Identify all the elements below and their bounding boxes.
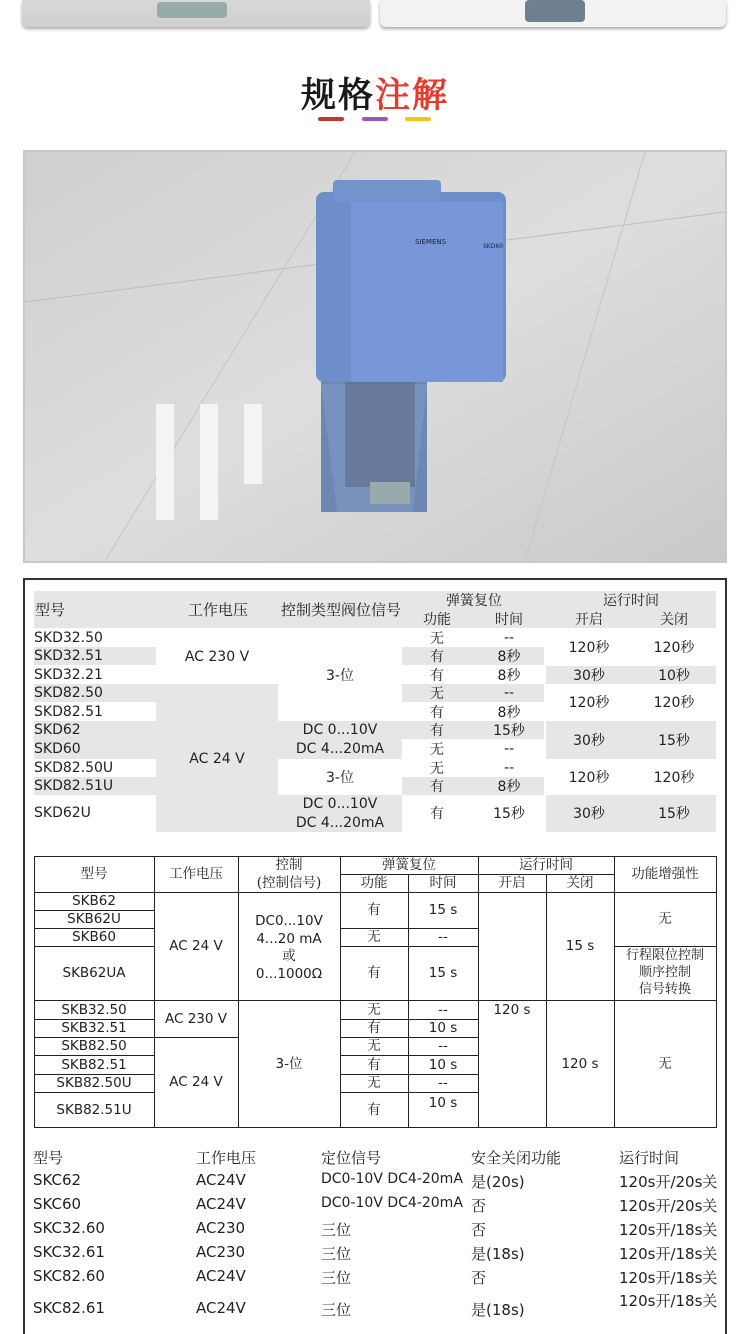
heading-part2: 注解 (375, 76, 450, 116)
t3-voltage: AC230 (196, 1219, 246, 1237)
t1-h-func: 功能 (423, 612, 451, 628)
t2-voltage: AC 24 V (169, 938, 223, 954)
t2-h-close: 关闭 (566, 875, 594, 891)
t1-time: 8秒 (497, 705, 521, 721)
t2-enhance-line: 信号转换 (638, 982, 691, 997)
t3-runtime: 120s开/18s关 (619, 1292, 718, 1310)
t1-control: 3-位 (326, 668, 354, 684)
t2-func: 有 (367, 965, 381, 981)
top-photo-right (380, 0, 726, 27)
t3-safety: 是(20s) (471, 1173, 525, 1191)
t2-model: SKB62U (67, 911, 121, 927)
t2-h-runtime: 运行时间 (519, 857, 573, 873)
t1-time: 8秒 (497, 779, 521, 795)
t1-close: 120秒 (653, 695, 695, 711)
t1-control: DC 0...10V (302, 722, 378, 738)
t2-time: -- (438, 1075, 448, 1091)
t1-open: 120秒 (568, 695, 610, 711)
t2-h-control: 控制 (275, 857, 303, 873)
t2-model: SKB32.51 (61, 1020, 127, 1036)
t2-control-line: DC0...10V (255, 913, 323, 929)
t1-func: 有 (430, 779, 444, 795)
t1-h-model: 型号 (35, 600, 66, 619)
t2-control-line: 或 (282, 948, 296, 964)
t2-func: 无 (367, 929, 381, 945)
t3-h-model: 型号 (33, 1149, 64, 1167)
t1-h-spring: 弹簧复位 (446, 593, 502, 609)
t1-func: 有 (430, 705, 444, 721)
t3-voltage: AC230 (196, 1243, 246, 1261)
t2-h-voltage: 工作电压 (169, 866, 223, 882)
t1-close: 120秒 (653, 770, 695, 786)
t1-open: 30秒 (573, 668, 605, 684)
t1-voltage: AC 24 V (189, 751, 245, 767)
t2-close: 120 s (561, 1055, 599, 1072)
t3-runtime: 120s开/20s关 (619, 1197, 718, 1215)
t3-model: SKC60 (33, 1195, 82, 1213)
t1-time: -- (503, 685, 515, 701)
t2-model: SKB82.50 (61, 1038, 127, 1054)
t2-close: 15 s (565, 938, 595, 954)
t2-open: 120 s (493, 1001, 531, 1018)
t3-runtime: 120s开/20s关 (619, 1173, 718, 1191)
t3-voltage: AC24V (196, 1299, 246, 1317)
t2-voltage: AC 230 V (164, 1010, 227, 1027)
t2-model: SKB32.50 (61, 1001, 127, 1018)
t2-h-control-sub: (控制信号) (256, 875, 322, 891)
t2-time: 10 s (428, 1095, 458, 1111)
t3-h-signal: 定位信号 (321, 1149, 382, 1167)
t2-enhance-line: 行程限位控制 (625, 948, 704, 963)
t2-time: 15 s (428, 902, 458, 918)
t1-model: SKD82.51 (34, 704, 103, 720)
t2-h-spring: 弹簧复位 (382, 857, 436, 873)
t2-func: 有 (367, 1056, 381, 1073)
section-heading (0, 68, 750, 118)
t1-model: SKD32.50 (34, 630, 103, 646)
heading-dash-yellow (405, 117, 431, 121)
t1-open: 120秒 (568, 770, 610, 786)
t3-h-runtime: 运行时间 (619, 1149, 680, 1167)
t2-h-model: 型号 (80, 866, 108, 882)
t1-close: 120秒 (653, 640, 695, 656)
heading-dash-purple (362, 117, 388, 121)
t3-signal: DC0-10V DC4-20mA (321, 1195, 463, 1211)
t2-model: SKB82.51 (61, 1056, 127, 1073)
t1-time: -- (503, 630, 515, 646)
t1-control: 3-位 (326, 770, 354, 786)
t2-voltage: AC 24 V (169, 1074, 223, 1090)
t3-model: SKC32.61 (33, 1243, 105, 1261)
t2-model: SKB62 (72, 893, 116, 909)
t1-h-time: 时间 (495, 612, 523, 628)
t1-func: 有 (430, 806, 444, 822)
t3-h-safety: 安全关闭功能 (471, 1149, 562, 1167)
t1-func: 有 (430, 668, 444, 684)
t2-enhance: 无 (658, 1055, 672, 1072)
t2-model: SKB82.50U (56, 1075, 132, 1091)
t1-h-open: 开启 (575, 612, 603, 628)
t1-model: SKD82.50U (34, 760, 114, 776)
t3-model: SKC62 (33, 1171, 82, 1189)
t3-runtime: 120s开/18s关 (619, 1269, 718, 1287)
t1-time: 15秒 (493, 723, 525, 739)
t1-model: SKD82.50 (34, 685, 103, 701)
photo-model-text: SKD60 (483, 243, 503, 250)
t1-model: SKD32.21 (34, 667, 103, 683)
t3-safety: 否 (471, 1221, 487, 1239)
t2-func: 有 (367, 1020, 381, 1036)
t3-model: SKC32.60 (33, 1219, 105, 1237)
t1-close: 15秒 (658, 806, 690, 822)
t3-safety: 是(18s) (471, 1301, 525, 1319)
t3-signal: 三位 (321, 1221, 352, 1239)
t1-h-close: 关闭 (660, 612, 688, 628)
t1-func: 无 (430, 761, 444, 777)
t1-open: 30秒 (573, 806, 605, 822)
t3-model: SKC82.60 (33, 1267, 105, 1285)
t2-control-b: 3-位 (275, 1055, 303, 1072)
t2-time: 10 s (428, 1056, 458, 1073)
heading-dash-red (318, 117, 344, 121)
t2-h-enhance: 功能增强性 (631, 866, 699, 882)
t1-model: SKD62 (34, 722, 81, 738)
t3-voltage: AC24V (196, 1171, 246, 1189)
product-photo (23, 150, 727, 563)
t2-time: -- (438, 1038, 448, 1054)
t1-time: -- (503, 760, 515, 776)
t3-signal: 三位 (321, 1245, 352, 1263)
t2-time: 10 s (428, 1020, 458, 1036)
t2-h-func: 功能 (360, 875, 388, 891)
t1-model: SKD32.51 (34, 648, 103, 664)
t1-h-voltage: 工作电压 (188, 600, 249, 619)
t1-func: 无 (430, 686, 444, 702)
t2-func: 无 (367, 1038, 381, 1054)
t1-time: 8秒 (497, 668, 521, 684)
top-photo-left (22, 0, 370, 27)
t2-time: -- (438, 1001, 448, 1018)
t3-runtime: 120s开/18s关 (619, 1245, 718, 1263)
t2-model: SKB60 (72, 929, 116, 945)
t1-open: 30秒 (573, 733, 605, 749)
t1-close: 15秒 (658, 733, 690, 749)
t1-h-control: 控制类型阀位信号 (280, 600, 401, 619)
t2-time: -- (438, 929, 448, 945)
t1-control: DC 4...20mA (295, 741, 385, 757)
t1-control: DC 4...20mA (295, 815, 385, 831)
t1-open: 120秒 (568, 640, 610, 656)
t1-voltage: AC 230 V (184, 649, 250, 665)
t2-control-line: 0...1000Ω (255, 966, 323, 982)
t1-func: 无 (430, 631, 444, 647)
t1-model: SKD82.51U (34, 778, 114, 794)
t2-h-open: 开启 (498, 875, 526, 891)
t1-time: 8秒 (497, 649, 521, 665)
t1-time: -- (503, 741, 515, 757)
t3-safety: 否 (471, 1197, 487, 1215)
t3-model: SKC82.61 (33, 1299, 105, 1317)
t3-voltage: AC24V (196, 1267, 246, 1285)
t1-control: DC 0...10V (302, 796, 378, 812)
t2-func: 有 (367, 1101, 381, 1118)
t3-h-voltage: 工作电压 (196, 1149, 257, 1167)
t3-signal: 三位 (321, 1301, 352, 1319)
heading-part1: 规格 (300, 76, 375, 116)
photo-brand-text: SIEMENS (415, 238, 447, 246)
t2-func: 有 (367, 902, 381, 918)
t3-safety: 是(18s) (471, 1245, 525, 1263)
t1-model: SKD62U (34, 805, 91, 821)
t2-func: 无 (367, 1001, 381, 1018)
t2-enhance: 无 (658, 911, 672, 927)
t2-enhance-line: 顺序控制 (638, 965, 691, 980)
t1-func: 无 (430, 742, 444, 758)
t2-func: 无 (367, 1075, 381, 1091)
t1-time: 15秒 (493, 806, 525, 822)
t3-signal: DC0-10V DC4-20mA (321, 1171, 463, 1187)
t2-model: SKB62UA (62, 965, 126, 981)
t2-model: SKB82.51U (56, 1101, 132, 1118)
t3-safety: 否 (471, 1269, 487, 1287)
t3-signal: 三位 (321, 1269, 352, 1287)
t2-control-line: 4...20 mA (256, 931, 322, 947)
t1-close: 10秒 (658, 668, 690, 684)
t1-model: SKD60 (34, 741, 81, 757)
t1-func: 有 (430, 649, 444, 665)
t3-runtime: 120s开/18s关 (619, 1221, 718, 1239)
t1-func: 有 (430, 723, 444, 739)
t2-h-time: 时间 (429, 875, 457, 891)
t3-voltage: AC24V (196, 1195, 246, 1213)
t1-h-runtime: 运行时间 (603, 593, 659, 609)
t2-time: 15 s (428, 965, 458, 981)
